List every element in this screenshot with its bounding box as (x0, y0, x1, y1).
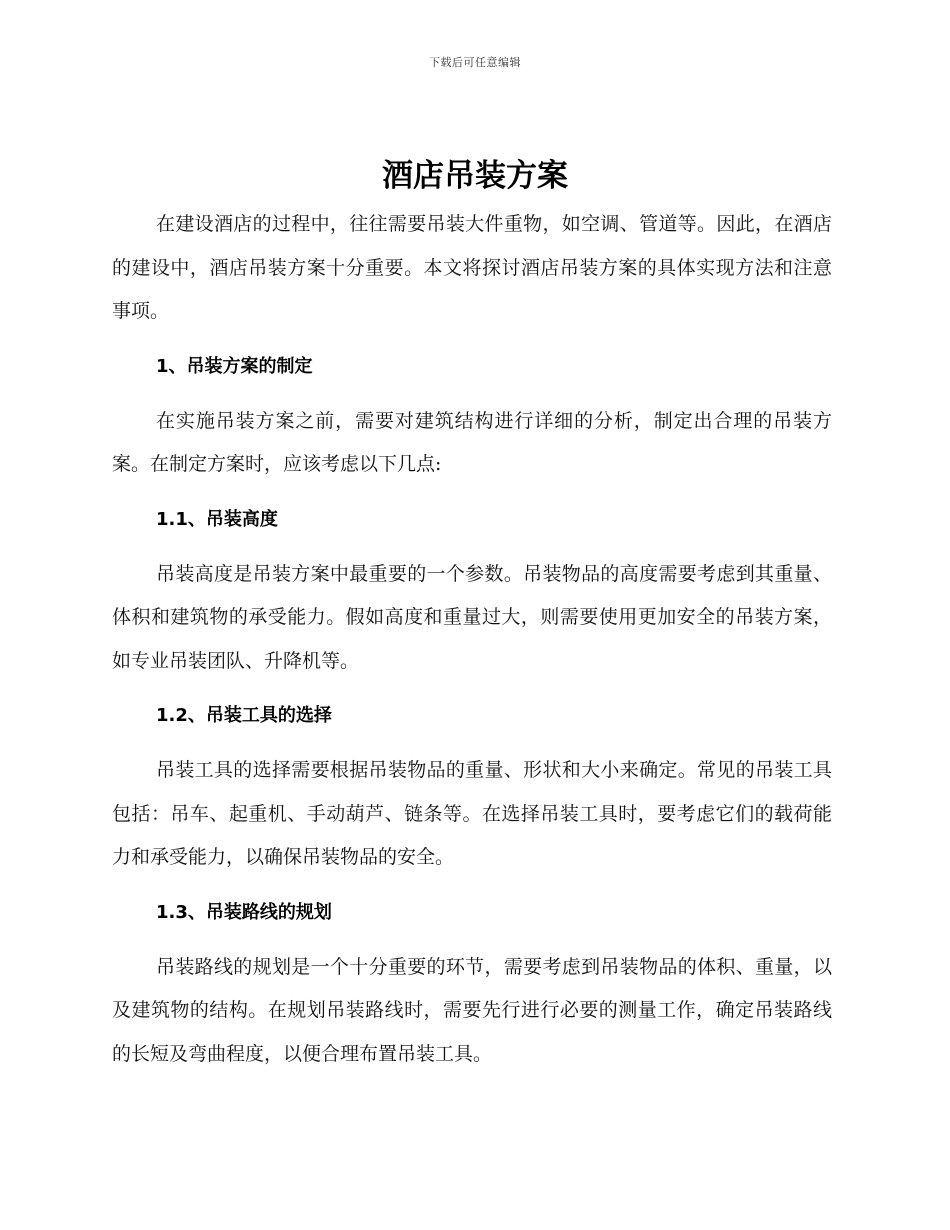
section-paragraph-route: 吊装路线的规划是一个十分重要的环节，需要考虑到吊装物品的体积、重量，以及建筑物的结构。在规划吊装路线时，需要先行进行必要的测量工作，确定吊装路线的长短及弯曲程度，以便合理布置吊装工具。 (112, 955, 832, 1065)
intro-paragraph: 在建设酒店的过程中，往往需要吊装大件重物，如空调、管道等。因此，在酒店的建设中，酒店吊装方案十分重要。本文将探讨酒店吊装方案的具体实现方法和注意事项。 (112, 213, 832, 322)
section-heading-route: 1.3、吊装路线的规划 (156, 901, 332, 923)
section-heading-height: 1.1、吊装高度 (156, 508, 278, 530)
section-paragraph-tools: 吊装工具的选择需要根据吊装物品的重量、形状和大小来确定。常见的吊装工具包括：吊车、起重机、手动葫芦、链条等。在选择吊装工具时，要考虑它们的载荷能力和承受能力，以确保吊装物品的安全。 (112, 759, 832, 868)
section-heading-tools: 1.2、吊装工具的选择 (156, 705, 332, 726)
section-paragraph-plan: 在实施吊装方案之前，需要对建筑结构进行详细的分析，制定出合理的吊装方案。在制定方案时，应该考虑以下几点: (112, 409, 832, 475)
section-heading-plan: 1、吊装方案的制定 (156, 355, 313, 377)
document-title: 酒店吊装方案 (382, 158, 568, 194)
document-body (112, 203, 832, 1076)
header-note: 下载后可任意编辑 (429, 56, 521, 69)
section-paragraph-height: 吊装高度是吊装方案中最重要的一个参数。吊装物品的高度需要考虑到其重量、体积和建筑物的承受能力。假如高度和重量过大，则需要使用更加安全的吊装方案，如专业吊装团队、升降机等。 (112, 562, 832, 672)
